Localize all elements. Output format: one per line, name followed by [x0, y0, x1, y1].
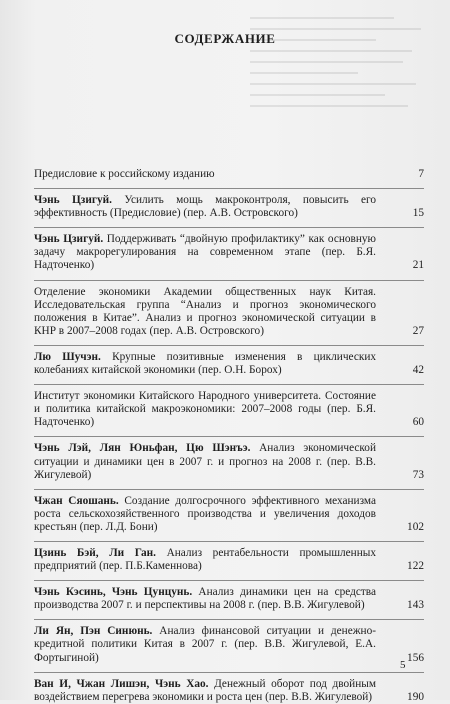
- toc-entry[interactable]: [34, 625, 424, 664]
- toc-entry-author: Чэнь Цзигуй.: [34, 194, 112, 207]
- toc-entry-page: 122: [407, 560, 424, 573]
- toc-entry[interactable]: [34, 168, 424, 181]
- toc-entry-text: [34, 390, 376, 429]
- entry-divider: [34, 227, 424, 228]
- toc-entry-author: Цзинь Бэй, Ли Ган.: [34, 546, 156, 559]
- toc-entry[interactable]: [34, 547, 424, 573]
- toc-entry-page: 7: [418, 168, 424, 180]
- toc-entry-author: Ли Ян, Пэн Синюнь.: [34, 625, 153, 638]
- toc-entry-page: 42: [412, 364, 424, 377]
- toc-entry-title: Создание долгосрочного эффективного механизма роста сельскохозяйственного производства и увеличения доходов крестьян (пер. Л.Д. Бони): [34, 494, 376, 533]
- toc-entry-title: Денежный оборот под двойным воздействием перегрева экономики и роста цен (пер. В.В. Жигулевой): [34, 677, 376, 703]
- toc-entry-page: 27: [412, 324, 424, 337]
- toc-entry-title: Институт экономики Китайского Народного университета. Состояние и политика китайской макроэкономики: 2007–2008 годы (пер. Б.Я. Надточенко): [34, 390, 376, 429]
- toc-entry-author: Лю Шучэн.: [34, 350, 101, 363]
- toc-entry-page: 102: [407, 520, 424, 533]
- entry-divider: [34, 384, 424, 385]
- toc-entry[interactable]: [34, 586, 424, 612]
- toc-entry-author: Чэнь Кэсинь, Чэнь Цунцунь.: [34, 586, 193, 599]
- toc-entry-author: Чжан Сяошань.: [34, 494, 119, 507]
- toc-entry-text: [34, 233, 376, 272]
- toc-entry-author: Чэнь Цзигуй.: [34, 233, 104, 246]
- toc-entry-title: Анализ финансовой ситуации и денежно-кредитной политики Китая в 2007 г. (пер. В.В. Жигулевой, Е.А. Фортыгиной): [34, 625, 377, 664]
- toc-entry-title: Анализ рентабельности промышленных предприятий (пер. П.Б.Каменнова): [34, 546, 377, 573]
- toc-entry[interactable]: [34, 495, 424, 534]
- toc-entry-text: [34, 194, 376, 220]
- toc-entry-title: Усилить мощь макроконтроля, повысить его эффективность (Предисловие) (пер. А.В. Островского): [34, 194, 376, 220]
- entry-divider: [34, 541, 424, 542]
- toc-entry-page: 143: [407, 599, 424, 612]
- entry-divider: [34, 345, 424, 346]
- table-of-contents: [34, 168, 424, 704]
- toc-entry-page: 60: [412, 416, 424, 429]
- entry-divider: [34, 489, 424, 490]
- toc-entry-page: 73: [412, 468, 424, 481]
- toc-entry-title: Анализ экономической ситуации и динамики цен в 2007 г. и прогноз на 2008 г. (пер. В.В. Жигулевой): [34, 442, 376, 481]
- toc-entry-title: Отделение экономики Академии общественных наук Китая. Исследовательская группа “Анализ и прогноз экономического положения в Китае”. Анализ и прогноз экономической ситуации в КНР в 2007–2008 годах (пер. А.В. Островского): [34, 285, 376, 337]
- toc-entry-title: Крупные позитивные изменения в циклических колебаниях китайской экономики (пер. О.Н. Борох): [34, 350, 377, 377]
- toc-entry-page: 21: [412, 259, 424, 272]
- entry-divider: [34, 580, 424, 581]
- entry-divider: [34, 188, 424, 189]
- page-title: СОДЕРЖАНИЕ: [174, 31, 276, 46]
- toc-entry[interactable]: [34, 233, 424, 272]
- toc-entry-title: Предисловие к российскому изданию: [34, 168, 215, 180]
- toc-entry-text: [34, 495, 376, 534]
- toc-entry-author: Ван И, Чжан Лишэн, Чэнь Хао.: [34, 677, 209, 690]
- toc-entry[interactable]: [34, 442, 424, 481]
- entry-divider: [34, 280, 424, 281]
- entry-divider: [34, 672, 424, 673]
- toc-entry-author: Чэнь Лэй, Лян Юньфан, Цю Шэнъэ.: [34, 442, 251, 455]
- toc-entry-text: [34, 586, 376, 612]
- toc-entry-page: 156: [407, 651, 424, 664]
- page-number: 5: [400, 659, 406, 671]
- toc-entry-text: [34, 351, 376, 377]
- toc-entry[interactable]: [34, 194, 424, 220]
- entry-divider: [34, 436, 424, 437]
- toc-entry-text: [34, 547, 376, 573]
- toc-entry[interactable]: [34, 351, 424, 377]
- toc-entry[interactable]: [34, 286, 424, 338]
- toc-entry-text: [34, 625, 376, 664]
- entry-divider: [34, 619, 424, 620]
- toc-entry-page: 190: [407, 690, 424, 703]
- toc-entry-text: [34, 286, 376, 338]
- toc-entry-title: Анализ динамики цен на средства производства 2007 г. и перспективы на 2008 г. (пер. В.В. Жигулевой): [34, 586, 376, 612]
- toc-entry-title: Поддерживать “двойную профилактику” как основную задачу макрорегулирования на современном этапе (пер. Б.Я. Надточенко): [34, 233, 376, 272]
- toc-entry-page: 15: [412, 207, 424, 220]
- toc-entry-text: [34, 442, 376, 481]
- toc-entry-text: [34, 168, 376, 181]
- toc-entry[interactable]: [34, 390, 424, 429]
